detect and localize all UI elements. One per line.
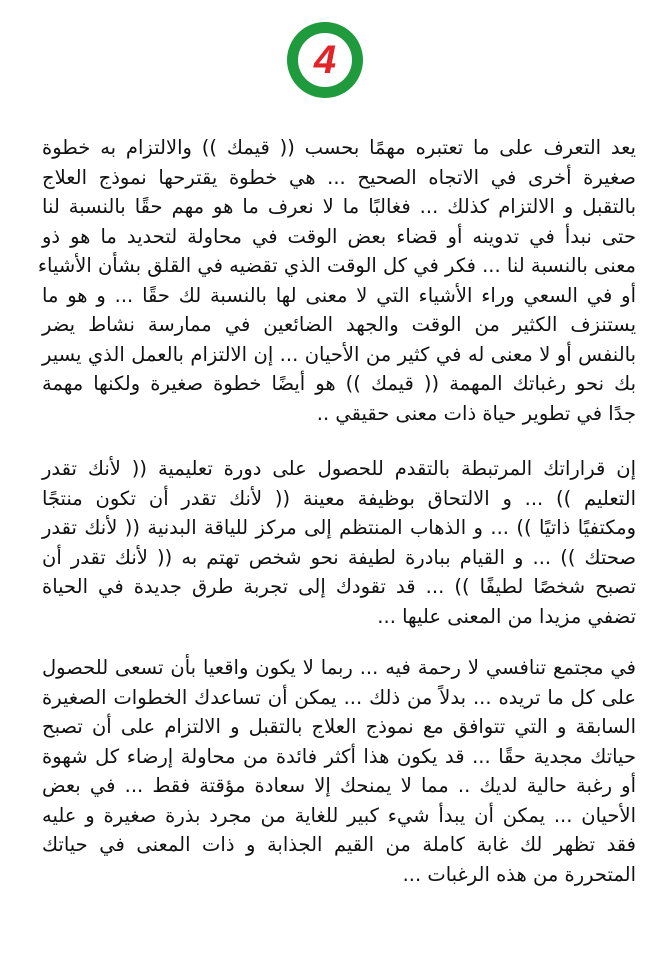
text-line: المتحررة من هذه الرغبات ...	[402, 862, 636, 886]
text-line: معنى بالنسبة لنا ... فكر في كل الوقت الذي تقضيه في القلق بشأن الأشياء	[37, 254, 636, 277]
text-line: تصبح شخصًا لطيفًا )) ... قد تقودك إلى تجربة طرق جديدة في الحياة	[42, 575, 636, 598]
text-line: تضفي مزيدا من المعنى عليها ...	[377, 604, 636, 628]
text-line: بالتقبل و الالتزام كذلك ... فغالبًا ما لا نعرف ما هو مهم حقًا بالنسبة لنا	[42, 195, 636, 218]
text-line: أو في السعي وراء الأشياء التي لا معنى لها بالنسبة لك حقًا ... و هو ما	[42, 283, 636, 307]
text-line: في مجتمع تنافسي لا رحمة فيه ... ربما لا يكون واقعيا بأن تسعى للحصول	[42, 656, 636, 679]
paragraph-2	[42, 454, 636, 631]
text-line: ومكتفيًا ذاتيًا )) ... و الذهاب المنتظم إلى مركز للياقة البدنية (( لأنك تقدر	[42, 516, 636, 539]
page-number-badge	[287, 22, 363, 98]
paragraph-3	[42, 653, 636, 889]
text-line: بك نحو رغباتك المهمة (( قيمك )) هو أيضًا خطوة صغيرة ولكنها مهمة	[42, 372, 636, 395]
page-number: 4	[313, 38, 337, 82]
text-line: يستنزف الكثير من الوقت والجهد الضائعين في ممارسة نشاط يضر	[42, 313, 636, 336]
text-line: الأحيان ... يمكن أن يبدأ شيء كبير للغاية من مجرد بذرة صغيرة و عليه	[42, 803, 636, 827]
text-line: السابقة و التي تتوافق مع نموذج العلاج بالتقبل و الالتزام على أن تصبح	[42, 715, 636, 738]
text-line: فقد تظهر لك غابة كاملة من القيم الجذابة و ذات المعنى في حياتك	[42, 833, 636, 856]
text-line: حياتك مجدية حقًا ... قد يكون هذا أكثر فائدة من محاولة إرضاء كل شهوة	[42, 744, 636, 768]
text-line: يعد التعرف على ما تعتبره مهمًا بحسب (( قيمك )) والالتزام به خطوة	[42, 136, 636, 159]
paragraph-1	[37, 133, 636, 428]
text-line: صغيرة أخرى في الاتجاه الصحيح ... هي خطوة يقترحها نموذج العلاج	[42, 165, 636, 189]
text-line: التعليم )) ... و الالتحاق بوظيفة معينة (( لأنك تقدر أن تكون منتجًا	[42, 486, 636, 510]
text-line: على كل ما تريده ... بدلاً من ذلك ... يمكن أن تساعدك الخطوات الصغيرة	[42, 685, 636, 709]
text-line: أو رغبة حالية لديك .. مما لا يمنحك إلا سعادة مؤقتة فقط ... في بعض	[42, 774, 636, 797]
text-line: صحتك )) ... و القيام ببادرة لطيفة نحو شخص تهتم به (( لأنك تقدر أن	[42, 545, 636, 569]
text-line: حتى نبدأ في تدوينه أو قضاء بعض الوقت في محاولة لتحديد ما هو ذو	[42, 224, 636, 248]
text-line: بالنفس أو لا معنى له في كثير من الأحيان ... إن الالتزام بالعمل الذي يسير	[42, 342, 636, 366]
text-line: إن قراراتك المرتبطة بالتقدم للحصول على دورة تعليمية (( لأنك تقدر	[42, 457, 636, 480]
badge-inner-circle	[298, 33, 352, 87]
text-line: جدًا في تطوير حياة ذات معنى حقيقي ..	[316, 401, 636, 425]
